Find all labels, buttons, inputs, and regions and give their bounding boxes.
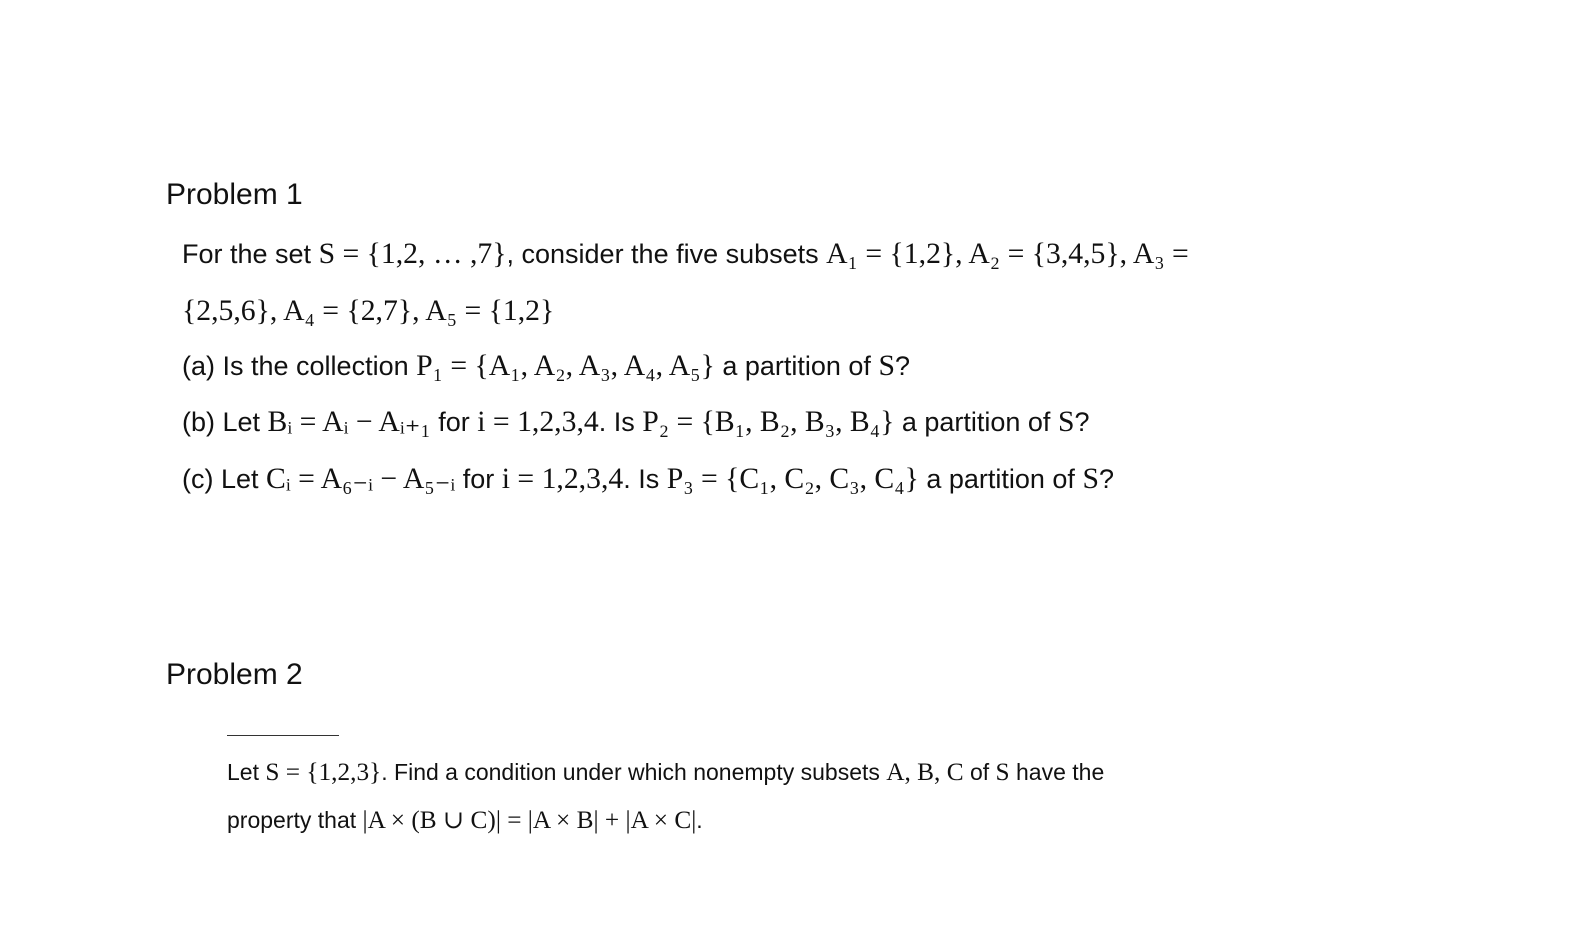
divider-line xyxy=(227,735,339,736)
part-b-text: . Is xyxy=(598,407,643,437)
problem-1-part-a xyxy=(182,352,910,382)
part-b-text: a partition of xyxy=(894,407,1058,437)
set-s-symbol: S xyxy=(1082,463,1099,495)
set-s-symbol: S xyxy=(995,758,1010,786)
c-i-definition: Cᵢ = A₆₋ᵢ − A₅₋ᵢ xyxy=(266,463,456,495)
problem-1-title: Problem 1 xyxy=(166,178,303,211)
set-s-symbol: S xyxy=(878,350,895,382)
part-c-text: for xyxy=(455,464,502,494)
problem-2-statement-line-2 xyxy=(227,808,703,833)
collection-p2: P₂ = {B₁, B₂, B₃, B₄} xyxy=(642,406,895,438)
part-c-text: a partition of xyxy=(918,464,1083,494)
problem-1-part-b xyxy=(182,408,1089,438)
statement-text: For the set xyxy=(182,239,319,269)
cardinality-equation: |A × (B ∪ C)| = |A × B| + |A × C| xyxy=(362,806,697,834)
set-s-definition: S = {1,2,3} xyxy=(265,758,382,786)
set-s-symbol: S xyxy=(1057,406,1075,438)
problem-2-title: Problem 2 xyxy=(166,658,303,691)
index-range: i = 1,2,3,4 xyxy=(477,406,599,438)
part-a-text: a partition of xyxy=(714,351,879,381)
collection-p3: P₃ = {C₁, C₂, C₃, C₄} xyxy=(666,463,919,495)
statement-text: Let xyxy=(227,759,266,785)
statement-text: property that xyxy=(227,807,363,833)
subsets-definition: A₁ = {1,2}, A₂ = {3,4,5}, A₃ = xyxy=(826,238,1189,270)
part-a-text: (a) Is the collection xyxy=(182,351,417,381)
problem-1-statement-line-2 xyxy=(182,297,554,327)
part-b-text: (b) Let xyxy=(182,407,268,437)
problem-2-statement-line-1 xyxy=(227,760,1104,785)
statement-text: . Find a condition under which nonempty subsets xyxy=(381,759,887,785)
part-c-text: . Is xyxy=(623,464,667,494)
statement-text: , consider the five subsets xyxy=(506,239,827,269)
problem-1-statement-line-1 xyxy=(182,240,1189,270)
subsets-definition-continued: {2,5,6}, A₄ = {2,7}, A₅ = {1,2} xyxy=(182,295,555,327)
part-c-text: (c) Let xyxy=(182,464,267,494)
subsets-symbols: A, B, C xyxy=(886,758,964,786)
b-i-definition: Bᵢ = Aᵢ − Aᵢ₊₁ xyxy=(267,406,431,438)
part-b-text: ? xyxy=(1074,407,1090,437)
set-s-definition: S = {1,2, … ,7} xyxy=(318,238,507,270)
index-range: i = 1,2,3,4 xyxy=(501,463,624,495)
part-c-text: ? xyxy=(1098,464,1114,494)
statement-text: of xyxy=(963,759,996,785)
collection-p1: P₁ = {A₁, A₂, A₃, A₄, A₅} xyxy=(416,350,715,382)
statement-text: . xyxy=(696,807,703,833)
statement-text: have the xyxy=(1009,759,1105,785)
problem-1-part-c xyxy=(182,465,1114,495)
part-a-text: ? xyxy=(894,351,910,381)
part-b-text: for xyxy=(430,407,478,437)
